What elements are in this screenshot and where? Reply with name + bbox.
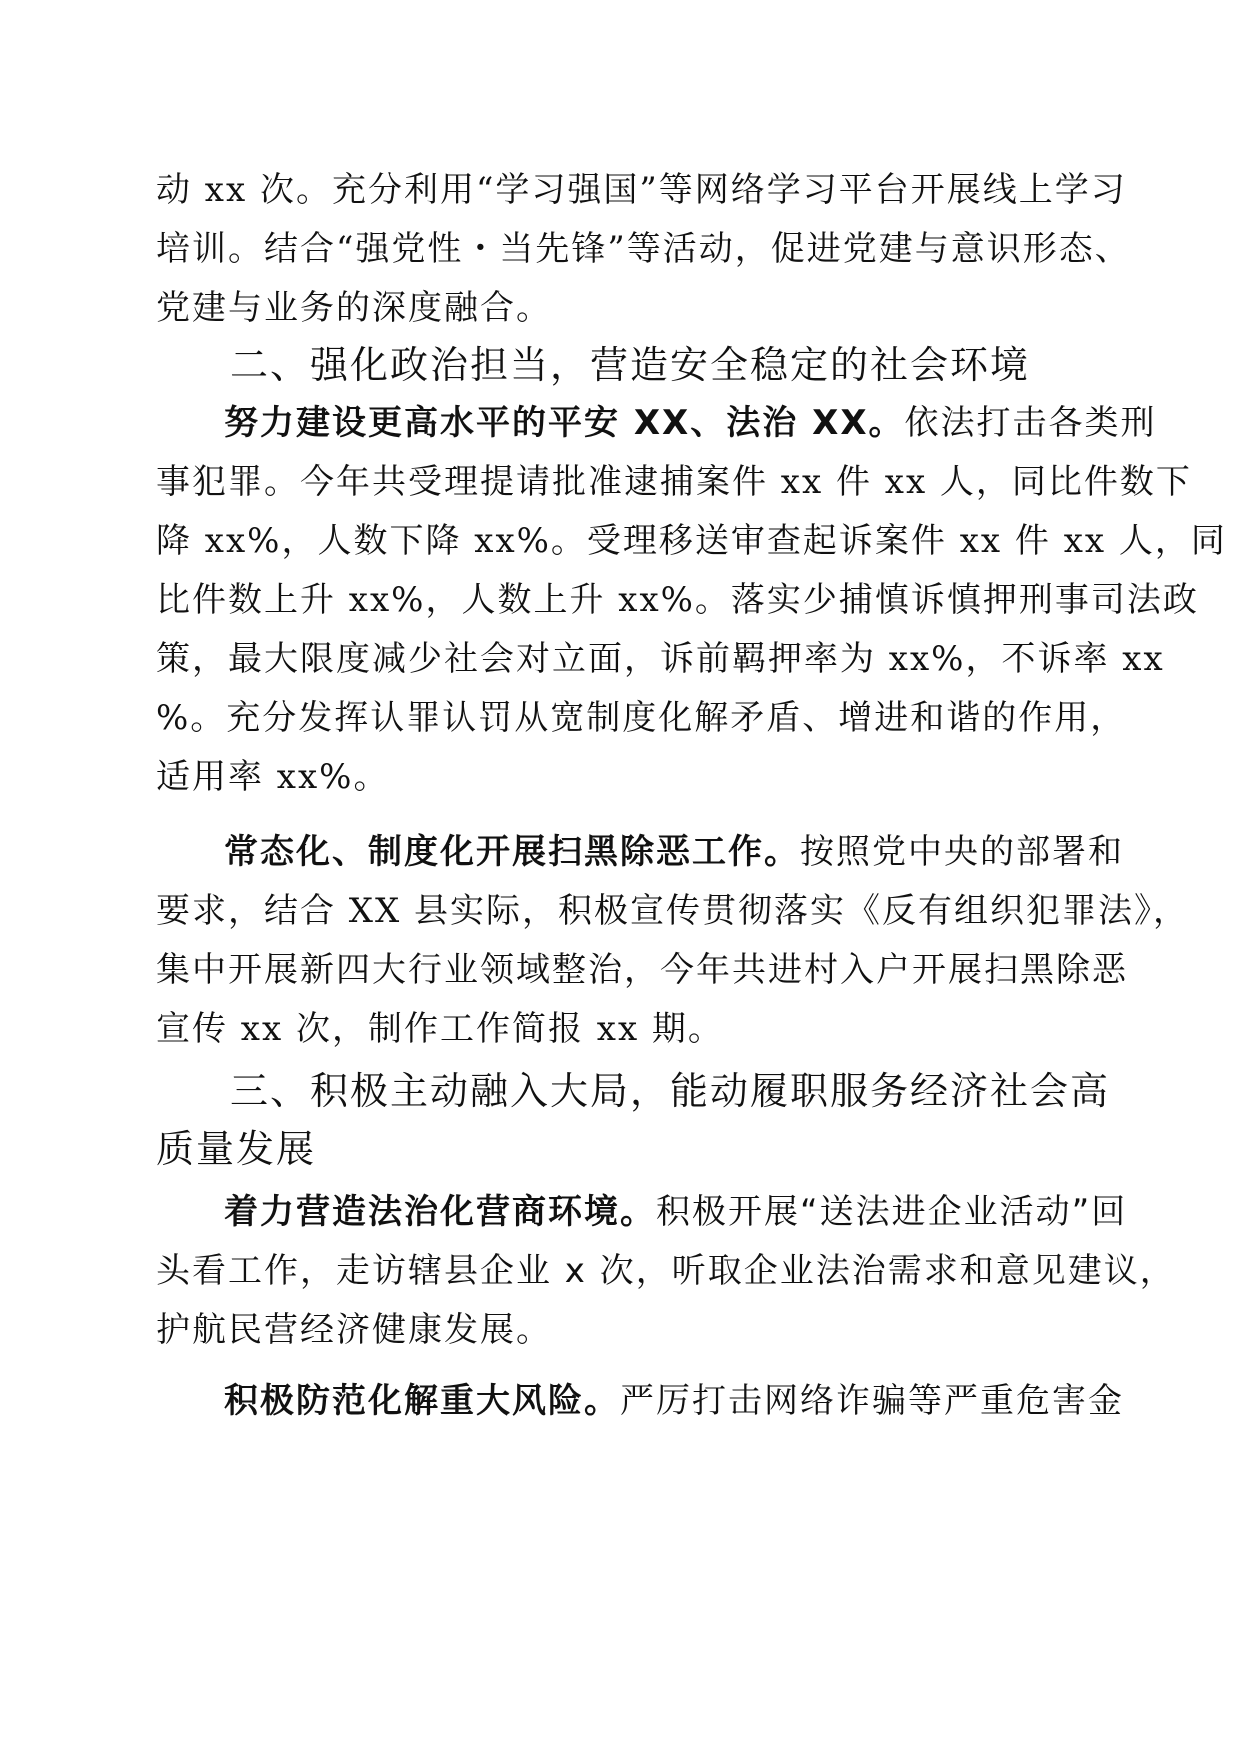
- section-2-para-2-line-3: 集中开展新四大行业领域整治，今年共进村入户开展扫黑除恶: [156, 950, 1128, 990]
- section-2-para-2-line-2: 要求，结合 XX 县实际，积极宣传贯彻落实《反有组织犯罪法》，: [156, 891, 1190, 931]
- section-3-para-1-lead: 着力营造法治化营商环境。: [224, 1192, 656, 1232]
- section-2-para-1-line-3: 降 xx%，人数下降 xx%。受理移送审查起诉案件 xx 件 xx 人，同: [156, 521, 1227, 561]
- section-3-heading-line-2: 质量发展: [156, 1127, 317, 1171]
- section-2-para-2-line-4: 宣传 xx 次，制作工作简报 xx 期。: [156, 1009, 724, 1049]
- section-3-para-1-line-2: 头看工作，走访辖县企业 x 次，听取企业法治需求和意见建议，: [156, 1251, 1176, 1291]
- section-2-para-2-first-line: [224, 832, 1124, 872]
- section-2-para-1-line-5: 策，最大限度减少社会对立面，诉前羁押率为 xx%，不诉率 xx: [156, 639, 1165, 679]
- section-2-para-1-first-line: [224, 403, 1157, 443]
- section-2-para-1-line-4: 比件数上升 xx%，人数上升 xx%。落实少捕慎诉慎押刑事司法政: [156, 580, 1199, 620]
- section-2-para-1-line-2: 事犯罪。今年共受理提请批准逮捕案件 xx 件 xx 人，同比件数下: [156, 462, 1192, 502]
- section-2-para-1-line-7: 适用率 xx%。: [156, 757, 390, 797]
- section-3-heading-line-1: 三、积极主动融入大局，能动履职服务经济社会高: [230, 1069, 1111, 1113]
- section-2-para-2-first-rest: 按照党中央的部署和: [800, 832, 1124, 872]
- section-3-para-1-line-3: 护航民营经济健康发展。: [156, 1310, 552, 1350]
- section-2-para-1-first-rest: 依法打击各类刑: [904, 403, 1157, 443]
- section-3-para-1-first-line: [224, 1192, 1127, 1232]
- section-3-para-1-first-rest: 积极开展“送法进企业活动”回: [656, 1192, 1128, 1232]
- intro-line-3: 党建与业务的深度融合。: [156, 288, 552, 328]
- section-3-para-2-first-line: [224, 1381, 1124, 1421]
- section-2-para-1-line-6: %。充分发挥认罪认罚从宽制度化解矛盾、增进和谐的作用，: [156, 698, 1127, 738]
- section-3-para-2-first-rest: 严厉打击网络诈骗等严重危害金: [620, 1381, 1124, 1421]
- section-3-para-2-lead: 积极防范化解重大风险。: [224, 1381, 620, 1421]
- section-2-heading: 二、强化政治担当，营造安全稳定的社会环境: [230, 343, 1031, 387]
- intro-line-1: 动 xx 次。充分利用“学习强国”等网络学习平台开展线上学习: [156, 170, 1127, 210]
- section-2-para-2-lead: 常态化、制度化开展扫黑除恶工作。: [224, 832, 800, 872]
- section-2-para-1-lead: 努力建设更高水平的平安 XX、法治 XX。: [224, 403, 905, 443]
- intro-line-2: 培训。结合“强党性・当先锋”等活动，促进党建与意识形态、: [156, 229, 1131, 269]
